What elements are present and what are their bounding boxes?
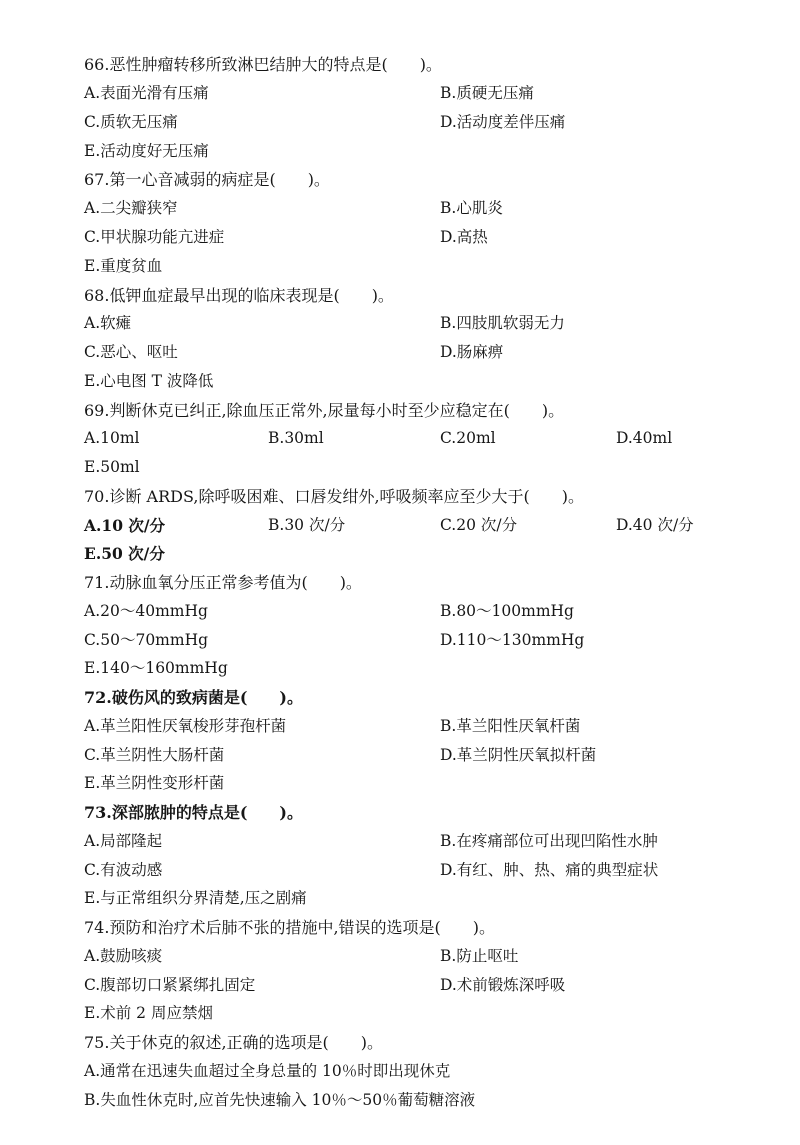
option-a: A.鼓励咳痰 [84, 947, 163, 965]
question-69-options-row-1 [84, 424, 784, 453]
option-d: D.术前锻炼深呼吸 [440, 976, 566, 994]
question-72-stem: 72.破伤风的致病菌是( )。 [84, 688, 303, 707]
option-c: C.腹部切口紧紧绑扎固定 [84, 976, 256, 994]
question-73-stem: 73.深部脓肿的特点是( )。 [84, 803, 303, 822]
option-c: C.50～70mmHg [84, 631, 209, 649]
option-a: A.局部隆起 [84, 832, 163, 850]
option-d: D.40ml [616, 429, 673, 447]
option-a: A.软瘫 [84, 314, 132, 332]
option-d: D.40 次/分 [616, 516, 694, 534]
question-70-stem: 70.诊断 ARDS,除呼吸困难、口唇发绀外,呼吸频率应至少大于( )。 [84, 487, 585, 506]
option-c: C.20 次/分 [440, 516, 518, 534]
question-67-options-row-2 [84, 223, 784, 252]
question-68-option-e: E.心电图 T 波降低 [84, 372, 214, 390]
option-a: A.表面光滑有压痛 [84, 84, 209, 102]
question-71-option-e: E.140～160mmHg [84, 659, 228, 677]
question-66-option-e: E.活动度好无压痛 [84, 142, 209, 160]
question-70-option-e: E.50 次/分 [84, 544, 165, 563]
question-72-options-row-1 [84, 712, 784, 741]
question-67-option-e: E.重度贫血 [84, 257, 163, 275]
option-d: D.活动度差伴压痛 [440, 113, 566, 131]
question-70-options-row-1 [84, 511, 784, 540]
option-b: B.质硬无压痛 [440, 84, 534, 102]
option-a: A.革兰阳性厌氧梭形芽孢杆菌 [84, 717, 287, 735]
question-69-stem: 69.判断休克已纠正,除血压正常外,尿量每小时至少应稳定在( )。 [84, 401, 565, 420]
option-c: C.20ml [440, 429, 496, 447]
option-b: B.革兰阳性厌氧杆菌 [440, 717, 581, 735]
option-a: A.20～40mmHg [84, 602, 208, 620]
question-67-stem: 67.第一心音减弱的病症是( )。 [84, 170, 330, 189]
question-74-option-e: E.术前 2 周应禁烟 [84, 1004, 213, 1022]
question-67-options-row-1 [84, 194, 784, 223]
option-b: B.80～100mmHg [440, 602, 574, 620]
option-b: B.30ml [268, 429, 324, 447]
option-d: D.肠麻痹 [440, 343, 504, 361]
question-74-stem: 74.预防和治疗术后肺不张的措施中,错误的选项是( )。 [84, 918, 496, 937]
option-d: D.革兰阴性厌氧拟杆菌 [440, 746, 597, 764]
option-b: B.防止呕吐 [440, 947, 519, 965]
option-c: C.恶心、呕吐 [84, 343, 178, 361]
question-69-option-e: E.50ml [84, 458, 140, 476]
option-b: B.四肢肌软弱无力 [440, 314, 565, 332]
question-66-stem: 66.恶性肿瘤转移所致淋巴结肿大的特点是( )。 [84, 55, 442, 74]
question-68-options-row-2 [84, 338, 784, 367]
option-b: B.30 次/分 [268, 516, 346, 534]
option-d: D.高热 [440, 228, 488, 246]
question-72-options-row-2 [84, 741, 784, 770]
question-71-stem: 71.动脉血氧分压正常参考值为( )。 [84, 573, 362, 592]
option-b: B.在疼痛部位可出现凹陷性水肿 [440, 832, 658, 850]
question-66-options-row-1 [84, 79, 784, 108]
option-a: A.10ml [84, 429, 140, 447]
question-75-option-a: A.通常在迅速失血超过全身总量的 10％时即出现休克 [84, 1062, 451, 1080]
question-71-options-row-1 [84, 597, 784, 626]
question-68-options-row-1 [84, 309, 784, 338]
option-b: B.心肌炎 [440, 199, 503, 217]
option-c: C.质软无压痛 [84, 113, 178, 131]
option-a: A.二尖瓣狭窄 [84, 199, 178, 217]
question-75-stem: 75.关于休克的叙述,正确的选项是( )。 [84, 1033, 384, 1052]
question-68-stem: 68.低钾血症最早出现的临床表现是( )。 [84, 286, 394, 305]
option-c: C.革兰阴性大肠杆菌 [84, 746, 225, 764]
question-75-option-b: B.失血性休克时,应首先快速输入 10％～50％葡萄糖溶液 [84, 1091, 476, 1109]
option-a: A.10 次/分 [84, 516, 166, 535]
question-74-options-row-2 [84, 971, 784, 1000]
option-c: C.有波动感 [84, 861, 163, 879]
question-74-options-row-1 [84, 942, 784, 971]
question-73-option-e: E.与正常组织分界清楚,压之剧痛 [84, 889, 307, 907]
question-66-options-row-2 [84, 108, 784, 137]
question-71-options-row-2 [84, 626, 784, 655]
question-72-option-e: E.革兰阴性变形杆菌 [84, 774, 225, 792]
option-d: D.有红、肿、热、痛的典型症状 [440, 861, 659, 879]
question-73-options-row-2 [84, 856, 784, 885]
question-73-options-row-1 [84, 827, 784, 856]
option-d: D.110～130mmHg [440, 631, 585, 649]
option-c: C.甲状腺功能亢进症 [84, 228, 225, 246]
